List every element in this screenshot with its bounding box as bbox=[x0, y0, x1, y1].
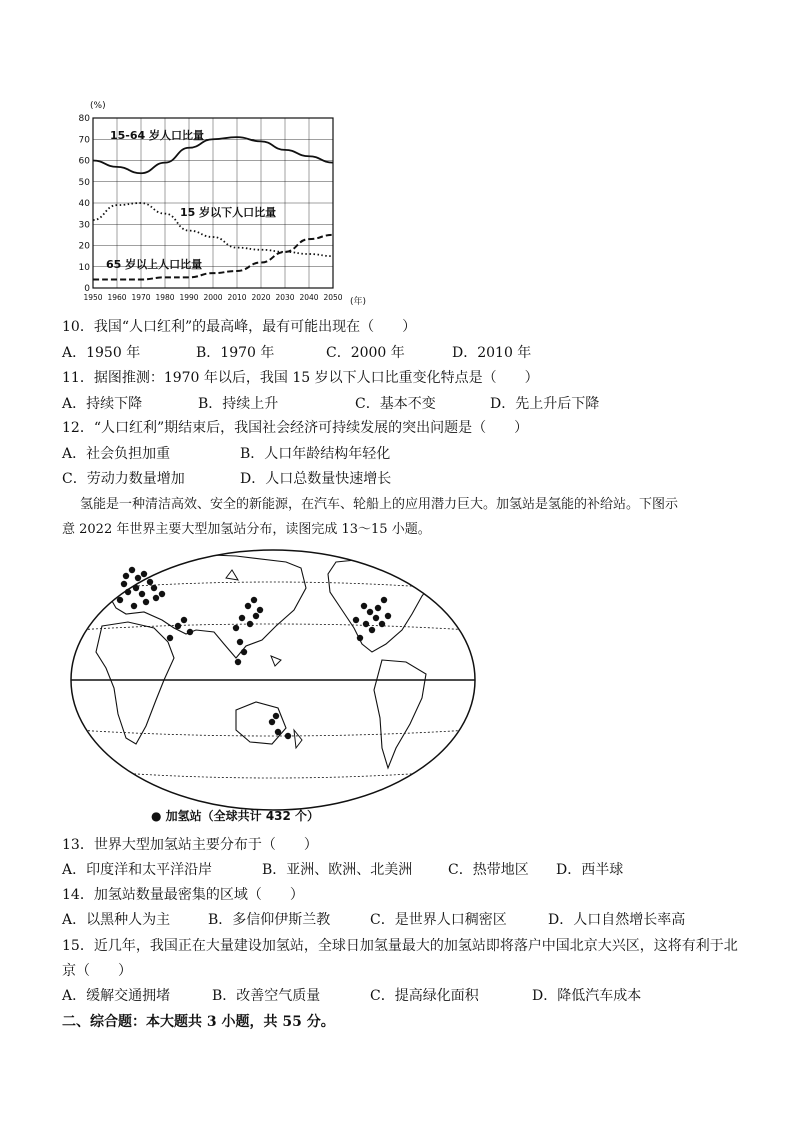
y-tick-label: 40 bbox=[78, 199, 90, 209]
hydrogen-station-dot bbox=[121, 581, 127, 587]
y-tick-label: 60 bbox=[78, 156, 90, 167]
map-legend: ● 加氢站（全球共计 432 个） bbox=[151, 809, 320, 823]
x-tick-label: 2030 bbox=[275, 293, 295, 302]
x-tick-label: 2040 bbox=[299, 293, 319, 302]
q13-option-a[interactable]: A．印度洋和太平洋沿岸 bbox=[62, 862, 213, 878]
x-tick-label: 2050 bbox=[323, 293, 343, 302]
hydrogen-station-dot bbox=[257, 607, 263, 613]
hydrogen-station-dot bbox=[123, 573, 129, 579]
hydrogen-station-dot bbox=[375, 605, 381, 611]
population-chart bbox=[80, 96, 380, 306]
hydrogen-station-dot bbox=[357, 635, 363, 641]
q12-stem: 12．“人口红利”期结束后，我国社会经济可持续发展的突出问题是（ ） bbox=[62, 420, 529, 436]
hydrogen-station-dot bbox=[385, 613, 391, 619]
q12-option-c[interactable]: C．劳动力数量增加 bbox=[62, 471, 185, 487]
q15-stem-line-1: 15．近几年，我国正在大量建设加氢站，全球日加氢量最大的加氢站即将落户中国北京大兴区，这将有利于北 bbox=[62, 938, 738, 954]
q13-option-b[interactable]: B．亚洲、欧洲、北美洲 bbox=[262, 862, 413, 878]
hydrogen-station-dot bbox=[125, 589, 131, 595]
hydrogen-station-dot bbox=[143, 599, 149, 605]
hydrogen-station-dot bbox=[247, 621, 253, 627]
hydrogen-station-dot bbox=[141, 571, 147, 577]
hydrogen-station-dot bbox=[159, 591, 165, 597]
x-tick-label: 1980 bbox=[155, 293, 175, 302]
hydrogen-station-dot bbox=[367, 609, 373, 615]
q10-option-d[interactable]: D．2010 年 bbox=[452, 345, 532, 361]
y-tick-label: 70 bbox=[78, 135, 90, 146]
y-tick-label: 20 bbox=[78, 241, 90, 252]
q14-stem: 14．加氢站数量最密集的区域（ ） bbox=[62, 887, 304, 903]
hydrogen-station-dot bbox=[133, 585, 139, 591]
x-tick-label: 2000 bbox=[203, 293, 223, 302]
q15-option-c[interactable]: C．提高绿化面积 bbox=[370, 988, 479, 1004]
q12-option-d[interactable]: D．人口总数量快速增长 bbox=[240, 471, 392, 487]
hydrogen-station-dot bbox=[273, 713, 279, 719]
q14-option-d[interactable]: D．人口自然增长率高 bbox=[548, 912, 686, 928]
hydrogen-station-dot bbox=[175, 623, 181, 629]
hydrogen-station-dot bbox=[239, 615, 245, 621]
q15-option-b[interactable]: B．改善空气质量 bbox=[212, 988, 321, 1004]
q12-option-b[interactable]: B．人口年龄结构年轻化 bbox=[240, 446, 391, 462]
q11-option-b[interactable]: B．持续上升 bbox=[198, 396, 279, 412]
y-tick-label: 30 bbox=[78, 220, 90, 231]
q11-option-d[interactable]: D．先上升后下降 bbox=[490, 396, 600, 412]
hydrogen-station-dot bbox=[245, 603, 251, 609]
hydrogen-station-dot bbox=[153, 595, 159, 601]
q15-stem-line-2: 京（ ） bbox=[62, 963, 132, 979]
hydrogen-station-dot bbox=[181, 617, 187, 623]
hydrogen-station-dot bbox=[151, 585, 157, 591]
hydrogen-station-dot bbox=[147, 579, 153, 585]
q13-option-d[interactable]: D．西半球 bbox=[556, 862, 624, 878]
x-tick-label: 1950 bbox=[83, 293, 103, 302]
y-tick-label: 50 bbox=[78, 177, 90, 188]
hydrogen-station-dot bbox=[353, 617, 359, 623]
hydrogen-station-dot bbox=[233, 625, 239, 631]
hydrogen-station-dot bbox=[363, 621, 369, 627]
hydrogen-station-dot bbox=[361, 603, 367, 609]
world-hydrogen-station-map bbox=[66, 548, 480, 828]
hydrogen-station-dot bbox=[117, 597, 123, 603]
series-label-15-64: 15-64 岁人口比量 bbox=[110, 129, 205, 142]
q14-option-c[interactable]: C．是世界人口稠密区 bbox=[370, 912, 507, 928]
section-2-heading: 二、综合题：本大题共 3 小题，共 55 分。 bbox=[62, 1014, 335, 1030]
q14-option-b[interactable]: B．多信仰伊斯兰教 bbox=[208, 912, 331, 928]
x-unit-label: (年) bbox=[350, 297, 367, 307]
hydrogen-station-dot bbox=[275, 729, 281, 735]
hydrogen-station-dot bbox=[241, 649, 247, 655]
x-tick-label: 1990 bbox=[179, 293, 199, 302]
q10-option-a[interactable]: A．1950 年 bbox=[62, 345, 141, 361]
hydrogen-station-dot bbox=[381, 597, 387, 603]
hydrogen-station-dot bbox=[187, 629, 193, 635]
hydrogen-station-dot bbox=[235, 659, 241, 665]
hydrogen-station-dot bbox=[285, 733, 291, 739]
q15-option-a[interactable]: A．缓解交通拥堵 bbox=[62, 988, 171, 1004]
x-tick-label: 1960 bbox=[107, 293, 127, 302]
hydrogen-station-dot bbox=[251, 597, 257, 603]
series-label-65-plus: 65 岁以上人口比量 bbox=[106, 258, 203, 271]
q13-stem: 13．世界大型加氢站主要分布于（ ） bbox=[62, 837, 318, 853]
intro-line-1: 氢能是一种清洁高效、安全的新能源，在汽车、轮船上的应用潜力巨大。加氢站是氢能的补给站。下图示 bbox=[80, 497, 679, 512]
x-tick-label: 1970 bbox=[131, 293, 151, 302]
q13-option-c[interactable]: C．热带地区 bbox=[448, 862, 529, 878]
hydrogen-station-dot bbox=[379, 621, 385, 627]
hydrogen-station-dot bbox=[373, 615, 379, 621]
y-tick-label: 10 bbox=[78, 262, 90, 273]
hydrogen-station-dot bbox=[237, 639, 243, 645]
q11-stem: 11．据图推测：1970 年以后，我国 15 岁以下人口比重变化特点是（ ） bbox=[62, 370, 539, 386]
q14-option-a[interactable]: A．以黑种人为主 bbox=[62, 912, 171, 928]
q10-option-b[interactable]: B．1970 年 bbox=[196, 345, 275, 361]
hydrogen-station-dot bbox=[135, 575, 141, 581]
y-unit-label: (%) bbox=[90, 101, 106, 111]
hydrogen-station-dot bbox=[269, 719, 275, 725]
intro-line-2: 意 2022 年世界主要大型加氢站分布，读图完成 13～15 小题。 bbox=[62, 522, 431, 537]
q10-stem: 10．我国“人口红利”的最高峰，最有可能出现在（ ） bbox=[62, 319, 417, 335]
x-tick-label: 2020 bbox=[251, 293, 271, 302]
y-tick-label: 0 bbox=[84, 284, 90, 294]
hydrogen-station-dot bbox=[139, 591, 145, 597]
hydrogen-station-dot bbox=[369, 627, 375, 633]
hydrogen-station-dot bbox=[253, 613, 259, 619]
x-tick-label: 2010 bbox=[227, 293, 247, 302]
q12-option-a[interactable]: A．社会负担加重 bbox=[62, 446, 171, 462]
q11-option-a[interactable]: A．持续下降 bbox=[62, 396, 143, 412]
hydrogen-station-dot bbox=[129, 567, 135, 573]
y-tick-label: 80 bbox=[78, 114, 90, 124]
q11-option-c[interactable]: C．基本不变 bbox=[355, 396, 436, 412]
q15-option-d[interactable]: D．降低汽车成本 bbox=[532, 988, 642, 1004]
series-label-under-15: 15 岁以下人口比量 bbox=[180, 206, 277, 219]
hydrogen-station-dot bbox=[167, 635, 173, 641]
hydrogen-station-dot bbox=[131, 603, 137, 609]
q10-option-c[interactable]: C．2000 年 bbox=[326, 345, 405, 361]
